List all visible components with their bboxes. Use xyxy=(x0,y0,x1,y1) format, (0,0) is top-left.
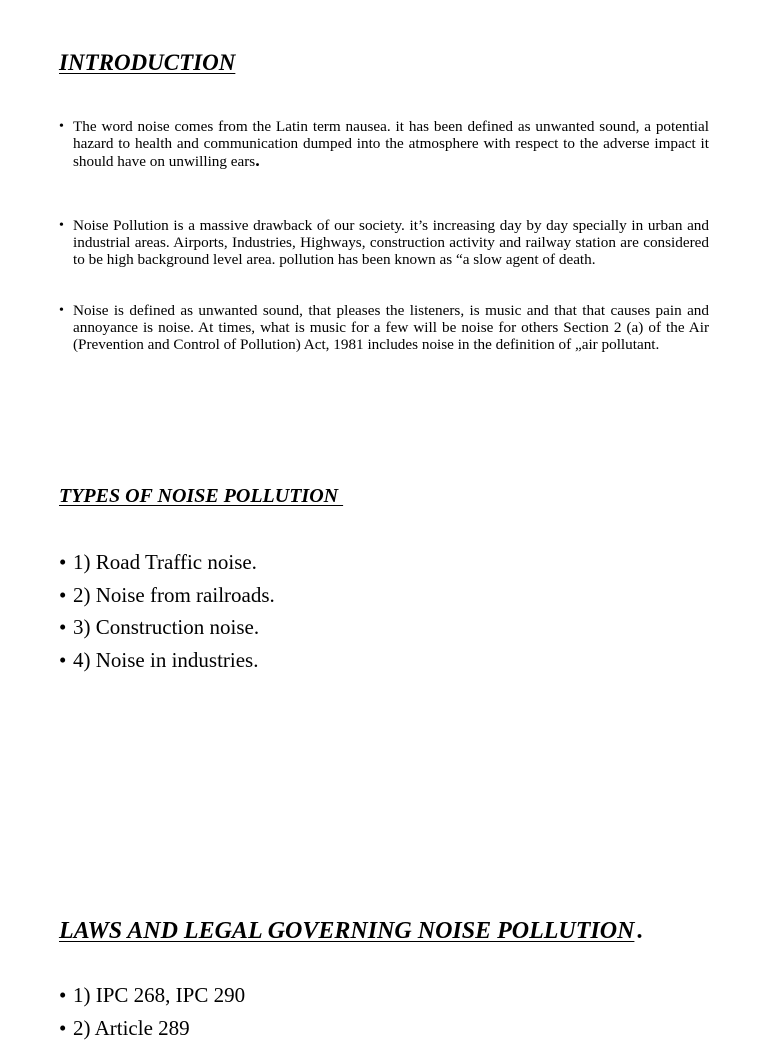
bullet-marker: • xyxy=(59,979,73,1012)
list-item-text: 1) Road Traffic noise. xyxy=(73,546,257,579)
laws-heading-end: . xyxy=(637,918,643,945)
bullet-marker: • xyxy=(59,644,73,677)
list-item xyxy=(59,579,275,612)
list-item xyxy=(59,546,275,579)
intro-paragraph-1 xyxy=(59,118,709,170)
intro-paragraph-text: Noise Pollution is a massive drawback of our society. it’s increasing day by day specially in urban and industrial areas. Airports, Industries, Highways, construction activity and railway station are considered to be high background level area. pollution has been known as “a slow agent of death. xyxy=(73,217,709,268)
paragraph-end-mark: . xyxy=(255,150,260,170)
laws-heading-text: LAWS AND LEGAL GOVERNING NOISE POLLUTION xyxy=(59,918,634,944)
bullet-marker: • xyxy=(59,611,73,644)
paragraph-body: The word noise comes from the Latin term nausea. it has been defined as unwanted sound, a potential hazard to health and communication dumped into the atmosphere with respect to the adverse impact it should have on unwilling ears xyxy=(73,118,709,170)
list-item xyxy=(59,979,245,1012)
list-item-text: 4) Noise in industries. xyxy=(73,644,258,677)
list-item xyxy=(59,1012,245,1044)
bullet-marker: • xyxy=(59,1012,73,1044)
bullet-marker: • xyxy=(59,217,73,268)
intro-paragraph-text: Noise is defined as unwanted sound, that pleases the listeners, is music and that that causes pain and annoyance is noise. At times, what is music for a few will be noise for others Section 2 (a) of the Air (Prevention and Control of Pollution) Act, 1981 includes noise in the definition of „air pollutant. xyxy=(73,302,709,353)
introduction-heading: INTRODUCTION xyxy=(59,50,235,76)
laws-list xyxy=(59,979,245,1044)
list-item-text: 2) Noise from railroads. xyxy=(73,579,275,612)
intro-paragraph-3 xyxy=(59,302,709,353)
list-item xyxy=(59,644,275,677)
list-item xyxy=(59,611,275,644)
bullet-marker: • xyxy=(59,579,73,612)
bullet-marker: • xyxy=(59,546,73,579)
laws-heading xyxy=(59,918,643,945)
list-item-text: 1) IPC 268, IPC 290 xyxy=(73,979,245,1012)
list-item-text: 2) Article 289 xyxy=(73,1012,190,1044)
list-item-text: 3) Construction noise. xyxy=(73,611,259,644)
types-list xyxy=(59,546,275,676)
types-heading: TYPES OF NOISE POLLUTION xyxy=(59,485,343,508)
intro-paragraph-text xyxy=(73,118,709,170)
bullet-marker: • xyxy=(59,118,73,170)
bullet-marker: • xyxy=(59,302,73,353)
intro-paragraph-2 xyxy=(59,217,709,268)
